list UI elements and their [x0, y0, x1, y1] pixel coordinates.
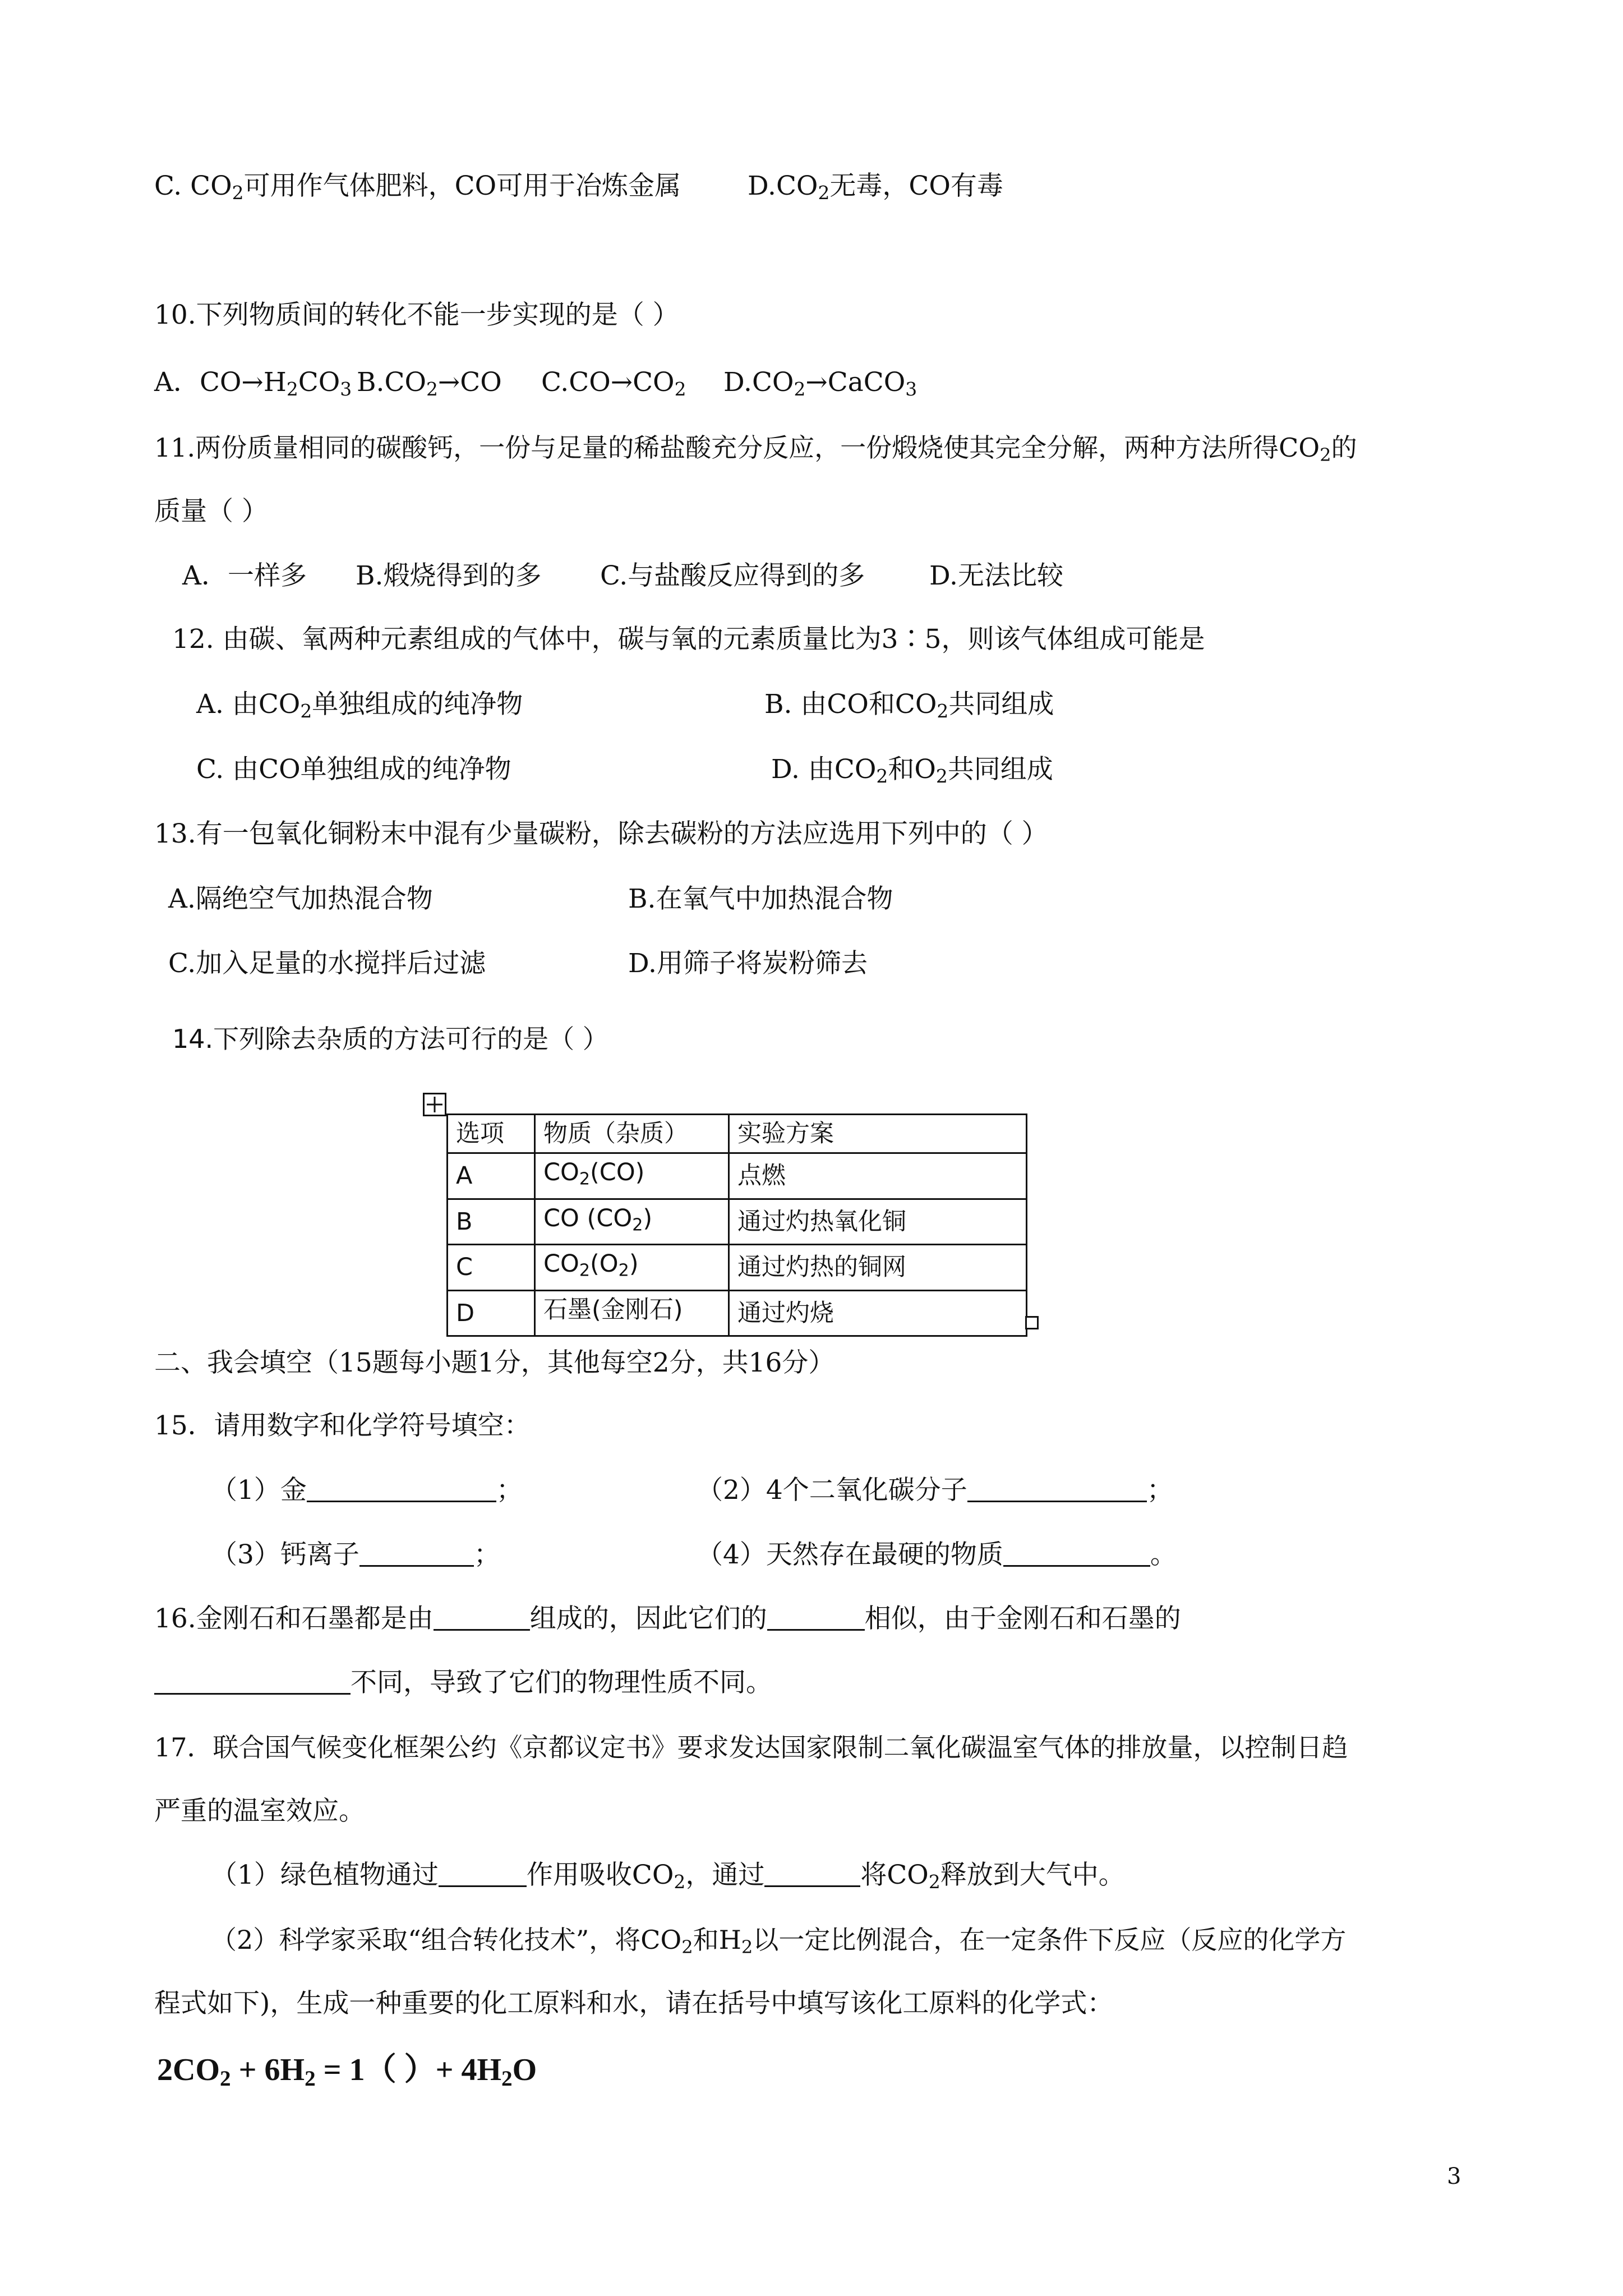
table-row	[448, 1153, 1027, 1199]
q17-subq-1: （1）绿色植物通过 作用吸收CO2，通过 将CO2释放到大气中。	[211, 1860, 1125, 1893]
q17-subq-2-cont: 程式如下)，生成一种重要的化工原料和水，请在括号中填写该化工原料的化学式：	[154, 1988, 1114, 2019]
q14-stem: 14.下列除去杂质的方法可行的是（ ）	[172, 1024, 608, 1054]
answer-blank[interactable]	[359, 1540, 474, 1567]
q13-option-d: D.用筛子将炭粉筛去	[628, 948, 868, 979]
option-cell: D	[448, 1290, 535, 1336]
q13-option-a: A.隔绝空气加热混合物	[168, 884, 433, 914]
substance-cell: CO (CO2)	[535, 1199, 729, 1245]
q12-option-c: C. 由CO单独组成的纯净物	[196, 754, 511, 785]
q10-option-d: D.CO2→CaCO3	[723, 367, 917, 401]
q11-option-b: B.煅烧得到的多	[356, 560, 542, 591]
q15-item-4: （4）天然存在最硬的物质 。	[697, 1539, 1177, 1570]
answer-blank[interactable]	[307, 1476, 496, 1502]
table-move-icon[interactable]	[423, 1093, 446, 1116]
answer-blank[interactable]	[967, 1476, 1147, 1502]
q15-item-2: （2）4个二氧化碳分子 ；	[697, 1475, 1173, 1506]
q10-option-c: C.CO→CO2	[541, 367, 686, 401]
header-cell: 物质（杂质）	[535, 1115, 729, 1153]
answer-blank[interactable]	[764, 1861, 860, 1887]
method-cell: 通过灼热氧化铜	[729, 1199, 1027, 1245]
option-cell: C	[448, 1245, 535, 1291]
q12-stem: 12. 由碳、氧两种元素组成的气体中，碳与氧的元素质量比为3∶5，则该气体组成可能是	[172, 624, 1205, 655]
q10-option-b: B.CO2→CO	[357, 367, 502, 401]
q9-option-d: D.CO2无毒，CO有毒	[748, 171, 1003, 204]
table-resize-handle[interactable]	[1025, 1316, 1039, 1329]
q15-stem: 15．请用数字和化学符号填空：	[154, 1410, 531, 1441]
table-row	[448, 1245, 1027, 1291]
q9-option-c: C. CO2可用作气体肥料，CO可用于冶炼金属	[154, 171, 681, 204]
page-number: 3	[1447, 2164, 1461, 2189]
q16-line-1: 16.金刚石和石墨都是由 组成的，因此它们的 相似，由于金刚石和石墨的	[154, 1603, 1181, 1634]
q13-option-c: C.加入足量的水搅拌后过滤	[168, 948, 486, 979]
method-cell: 通过灼烧	[729, 1290, 1027, 1336]
q11-option-c: C.与盐酸反应得到的多	[600, 560, 865, 591]
q15-item-3: （3）钙离子 ；	[211, 1539, 500, 1570]
q16-line-2: 不同，导致了它们的物理性质不同。	[154, 1666, 772, 1700]
header-cell: 选项	[448, 1115, 535, 1153]
q11-option-d: D.无法比较	[929, 560, 1063, 591]
q13-stem: 13.有一包氧化铜粉末中混有少量碳粉，除去碳粉的方法应选用下列中的（ ）	[154, 818, 1048, 849]
substance-cell: CO2(CO)	[535, 1153, 729, 1199]
table-header-row	[448, 1115, 1027, 1153]
answer-blank[interactable]	[154, 1668, 351, 1695]
q12-option-b: B. 由CO和CO2共同组成	[764, 689, 1054, 723]
q13-option-b: B.在氧气中加热混合物	[628, 884, 893, 914]
answer-blank[interactable]	[439, 1861, 527, 1887]
method-cell: 通过灼热的铜网	[729, 1245, 1027, 1291]
substance-cell: CO2(O2)	[535, 1245, 729, 1291]
q12-option-a: A. 由CO2单独组成的纯净物	[196, 689, 523, 723]
q10-stem: 10.下列物质间的转化不能一步实现的是（ ）	[154, 300, 679, 330]
q11-option-a: A．一样多	[182, 560, 307, 591]
option-cell: A	[448, 1153, 535, 1199]
q17-stem: 17．联合国气候变化框架公约《京都议定书》要求发达国家限制二氧化碳温室气体的排放量，以控制日趋	[154, 1732, 1348, 1763]
q17-stem-cont: 严重的温室效应。	[154, 1796, 365, 1826]
q11-stem-cont: 质量（ ）	[154, 496, 268, 527]
section-2-heading: 二、我会填空（15题每小题1分，其他每空2分，共16分）	[154, 1347, 835, 1378]
answer-blank[interactable]	[767, 1604, 865, 1631]
q17-subq-2: （2）科学家采取“组合转化技术”，将CO2和H2以一定比例混合，在一定条件下反应（反应的化学方	[211, 1925, 1347, 1958]
answer-blank[interactable]	[434, 1604, 530, 1631]
q10-option-a: A．CO→H2CO3	[154, 367, 352, 401]
option-cell: B	[448, 1199, 535, 1245]
q12-option-d: D. 由CO2和O2共同组成	[771, 754, 1053, 788]
method-cell: 点燃	[729, 1153, 1027, 1199]
q14-table	[446, 1114, 1027, 1337]
table-row	[448, 1290, 1027, 1336]
q11-stem: 11.两份质量相同的碳酸钙，一份与足量的稀盐酸充分反应，一份煅烧使其完全分解，两种方法所得CO2的	[154, 432, 1357, 466]
q17-equation: 2CO2 + 6H2 = 1（ ）+ 4H2O	[157, 2053, 537, 2091]
answer-blank[interactable]	[1003, 1540, 1150, 1567]
table-row	[448, 1199, 1027, 1245]
header-cell: 实验方案	[729, 1115, 1027, 1153]
q15-item-1: （1）金 ；	[211, 1475, 523, 1506]
substance-cell: 石墨(金刚石)	[535, 1290, 729, 1336]
